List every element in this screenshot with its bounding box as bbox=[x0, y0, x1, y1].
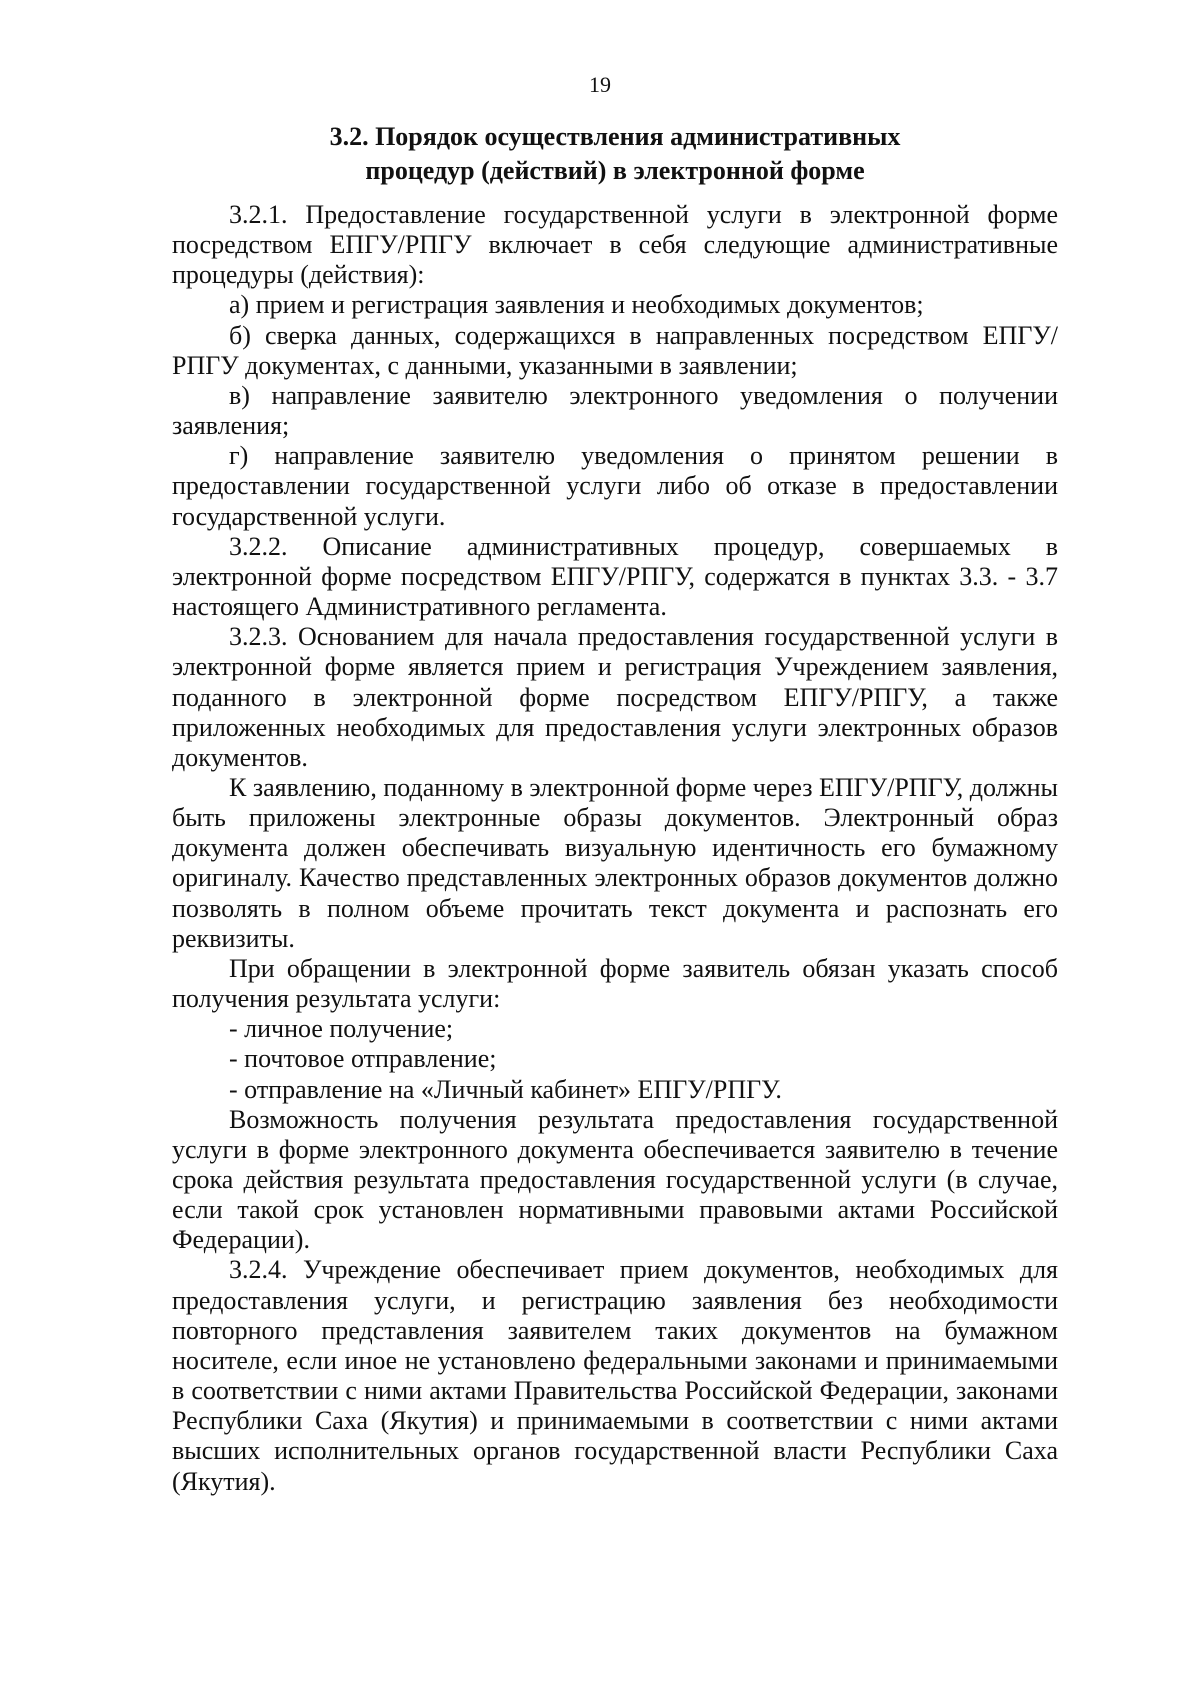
paragraph-3-2-2: 3.2.2. Описание административных процедур, совершаемых в электронной форме посредством ЕПГУ/РПГУ, содержатся в пунктах 3.3. - 3.7 настоящего Административного регламента. bbox=[172, 531, 1058, 622]
paragraph-3-2-4: 3.2.4. Учреждение обеспечивает прием документов, необходимых для предоставления услуги, и регистрацию заявления без необходимости повторного представления заявителем таких документов на бумажном носителе, если иное не установлено федеральными законами и принимаемыми в соответствии с ними актами Правительства Российской Федерации, законами Республики Саха (Якутия) и принимаемыми в соответствии с ними актами высших исполнительных органов государственной власти Республики Саха (Якутия). bbox=[172, 1255, 1058, 1496]
document-body bbox=[172, 200, 1058, 1497]
dash-item-personal: - личное получение; bbox=[229, 1014, 454, 1044]
paragraph-electronic-images: К заявлению, поданному в электронной форме через ЕПГУ/РПГУ, должны быть приложены электронные образы документов. Электронный образ документа должен обеспечивать визуальную идентичность его бумажному оригиналу. Качество представленных электронных образов документов должно позволять в полном объеме прочитать текст документа и распознать его реквизиты. bbox=[172, 772, 1058, 953]
section-heading-line-1: 3.2. Порядок осуществления административных bbox=[329, 122, 901, 151]
list-item-a: а) прием и регистрация заявления и необходимых документов; bbox=[229, 290, 924, 320]
page-number: 19 bbox=[589, 72, 611, 97]
section-heading bbox=[172, 120, 1058, 188]
dash-item-cabinet: - отправление на «Личный кабинет» ЕПГУ/РПГУ. bbox=[229, 1074, 782, 1104]
paragraph-3-2-1: 3.2.1. Предоставление государственной услуги в электронной форме посредством ЕПГУ/РПГУ включает в себя следующие административные процедуры (действия): bbox=[172, 200, 1058, 290]
paragraph-result-method: При обращении в электронной форме заявитель обязан указать способ получения результата услуги: bbox=[172, 953, 1058, 1014]
paragraph-result-possibility: Возможность получения результата предоставления государственной услуги в форме электронного документа обеспечивается заявителю в течение срока действия результата предоставления государственной услуги (в случае, если такой срок установлен нормативными правовыми актами Российской Федерации). bbox=[172, 1104, 1058, 1255]
dash-item-mail: - почтовое отправление; bbox=[229, 1044, 497, 1074]
paragraph-3-2-3: 3.2.3. Основанием для начала предоставления государственной услуги в электронной форме является прием и регистрация Учреждением заявления, поданного в электронной форме посредством ЕПГУ/РПГУ, а также приложенных необходимых для предоставления услуги электронных образов документов. bbox=[172, 622, 1058, 772]
list-item-b: б) сверка данных, содержащихся в направленных посредством ЕПГУ/РПГУ документах, с данными, указанными в заявлении; bbox=[172, 320, 1058, 380]
section-heading-line-2: процедур (действий) в электронной форме bbox=[365, 156, 865, 185]
list-item-g: г) направление заявителю уведомления о принятом решении в предоставлении государственной услуги либо об отказе в предоставлении государственной услуги. bbox=[172, 441, 1058, 531]
list-item-v: в) направление заявителю электронного уведомления о получении заявления; bbox=[172, 380, 1058, 441]
